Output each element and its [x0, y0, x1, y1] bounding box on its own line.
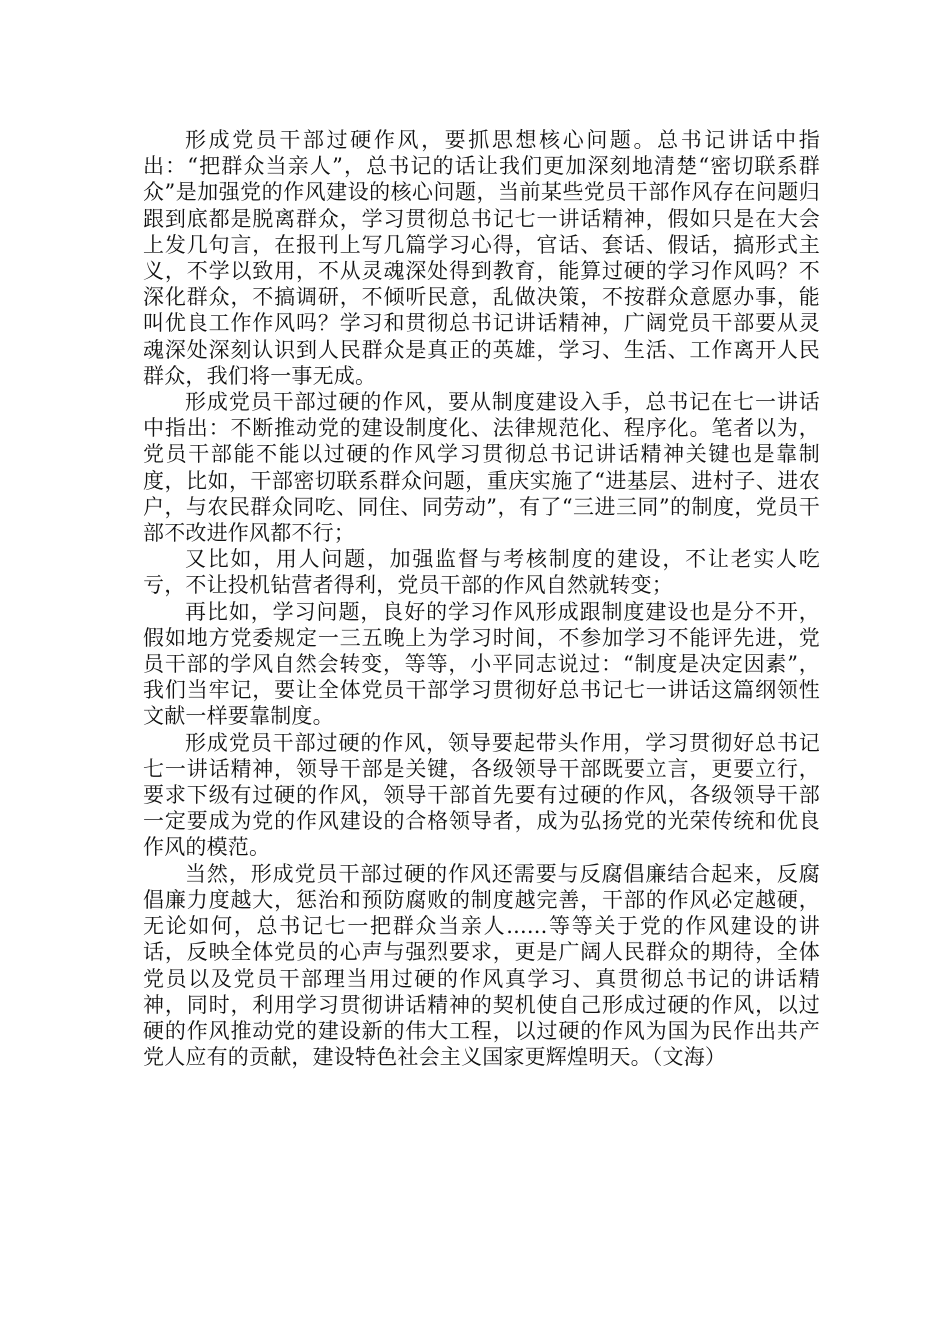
paragraph-5: 形成党员干部过硬的作风，领导要起带头作用，学习贯彻好总书记七一讲话精神，领导干部是关键，各级领导干部既要立言，更要立行，要求下级有过硬的作风，领导干部首先要有过硬的作风，各级领导干部一定要成为党的作风建设的合格领导者，成为弘扬党的光荣传统和优良作风的模范。 — [143, 730, 820, 860]
paragraph-2: 形成党员干部过硬的作风，要从制度建设入手，总书记在七一讲话中指出：不断推动党的建设制度化、法律规范化、程序化。笔者以为，党员干部能不能以过硬的作风学习贯彻总书记讲话精神关键也是靠制度，比如，干部密切联系群众问题，重庆实施了“进基层、进村子、进农户，与农民群众同吃、同住、同劳动”，有了“三进三同”的制度，党员干部不改进作风都不行； — [143, 390, 820, 546]
paragraph-3: 又比如，用人问题，加强监督与考核制度的建设，不让老实人吃亏，不让投机钻营者得利，党员干部的作风自然就转变； — [143, 547, 820, 598]
paragraph-1: 形成党员干部过硬作风，要抓思想核心问题。总书记讲话中指出：“把群众当亲人”，总书记的话让我们更加深刻地清楚“密切联系群众”是加强党的作风建设的核心问题，当前某些党员干部作风存在问题归跟到底都是脱离群众，学习贯彻总书记七一讲话精神，假如只是在大会上发几句言，在报刊上写几篇学习心得，官话、套话、假话，搞形式主义，不学以致用，不从灵魂深处得到教育，能算过硬的学习作风吗？不深化群众，不搞调研，不倾听民意，乱做决策，不按群众意愿办事，能叫优良工作作风吗？学习和贯彻总书记讲话精神，广阔党员干部要从灵魂深处深刻认识到人民群众是真正的英雄，学习、生活、工作离开人民群众，我们将一事无成。 — [143, 128, 820, 388]
document-body — [143, 127, 820, 1070]
paragraph-4: 再比如，学习问题，良好的学习作风形成跟制度建设也是分不开，假如地方党委规定一三五晚上为学习时间，不参加学习不能评先进，党员干部的学风自然会转变，等等，小平同志说过：“制度是决定因素”，我们当牢记，要让全体党员干部学习贯彻好总书记七一讲话这篇纲领性文献一样要靠制度。 — [143, 599, 820, 729]
paragraph-6: 当然，形成党员干部过硬的作风还需要与反腐倡廉结合起来，反腐倡廉力度越大，惩治和预防腐败的制度越完善，干部的作风必定越硬，无论如何，总书记七一把群众当亲人......等等关于党的作风建设的讲话，反映全体党员的心声与强烈要求，更是广阔人民群众的期待，全体党员以及党员干部理当用过硬的作风真学习、真贯彻总书记的讲话精神，同时，利用学习贯彻讲话精神的契机使自己形成过硬的作风，以过硬的作风推动党的建设新的伟大工程，以过硬的作风为国为民作出共产党人应有的贡献，建设特色社会主义国家更辉煌明天。（文海） — [143, 861, 820, 1070]
